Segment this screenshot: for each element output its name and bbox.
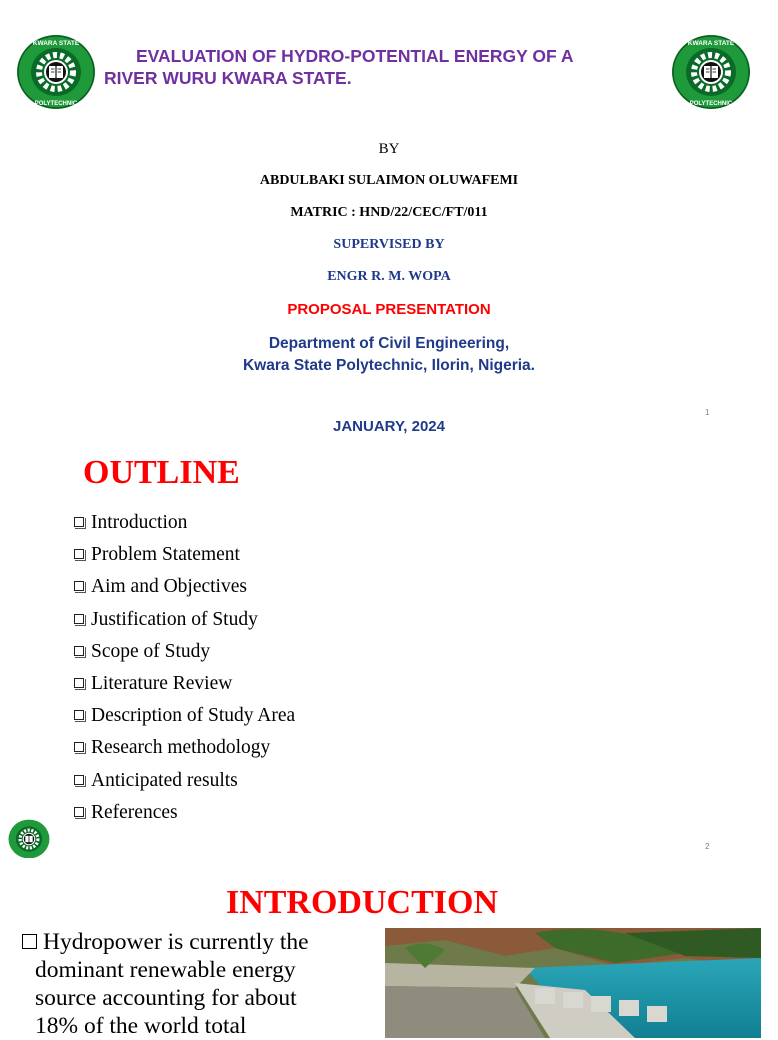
slide-number: 2 [705, 842, 710, 851]
outline-item-label: Scope of Study [91, 640, 211, 662]
square-bullet-icon [74, 807, 84, 817]
outline-item-label: Description of Study Area [91, 705, 296, 727]
list-item [74, 576, 295, 608]
list-item [74, 641, 295, 673]
outline-item-label: Introduction [91, 512, 188, 533]
slide-1-title [0, 0, 768, 435]
square-bullet-icon [74, 775, 84, 785]
by-label: BY [378, 141, 400, 157]
outline-heading: OUTLINE [83, 454, 240, 491]
presentation-date: JANUARY, 2024 [333, 418, 445, 435]
square-bullet-icon [74, 678, 84, 688]
paragraph-line: Hydropower is currently the [43, 929, 309, 955]
list-item [74, 737, 295, 769]
presentation-title [104, 45, 664, 89]
outline-list [74, 512, 295, 834]
dam-photo [385, 928, 761, 1038]
square-bullet-icon [74, 581, 84, 591]
supervisor-name: ENGR R. M. WOPA [327, 269, 451, 284]
list-item [74, 770, 295, 802]
polytechnic-seal-right [671, 34, 751, 110]
polytechnic-seal-small [8, 819, 50, 859]
introduction-paragraph [22, 928, 372, 1040]
square-bullet-icon [74, 710, 84, 720]
polytechnic-seal-left [16, 34, 96, 110]
seal-text-bottom: POLYTECHNIC [689, 101, 733, 107]
paragraph-line: 18% of the world total [35, 1013, 247, 1039]
list-item [74, 609, 295, 641]
square-bullet-icon [74, 517, 84, 527]
introduction-heading: INTRODUCTION [225, 884, 499, 921]
seal-text-top: KWARA STATE [687, 40, 735, 47]
outline-item-label: Research methodology [91, 737, 271, 759]
supervised-by-label: SUPERVISED BY [333, 237, 445, 252]
list-item [74, 802, 295, 834]
slide-2-outline [0, 436, 768, 854]
slide-number: 1 [705, 408, 710, 417]
list-item [74, 512, 295, 544]
square-bullet-icon [74, 742, 84, 752]
slide-3-introduction [0, 858, 768, 1039]
matric-number: MATRIC : HND/22/CEC/FT/011 [290, 205, 488, 220]
paragraph-line: source accounting for about [35, 985, 297, 1011]
list-item [74, 544, 295, 576]
square-bullet-icon [22, 934, 37, 949]
list-item [74, 705, 295, 737]
square-bullet-icon [74, 614, 84, 624]
square-bullet-icon [74, 549, 84, 559]
presentation-type: PROPOSAL PRESENTATION [287, 301, 491, 318]
department-line-2: Kwara State Polytechnic, Ilorin, Nigeria. [242, 357, 535, 374]
outline-item-label: Anticipated results [91, 769, 238, 791]
paragraph-line: dominant renewable energy [35, 957, 296, 983]
title-line-2: RIVER WURU KWARA STATE. [104, 68, 352, 88]
department-info [0, 333, 778, 377]
outline-item-label: References [91, 801, 178, 823]
department-line-1: Department of Civil Engineering, [268, 335, 510, 352]
outline-item-label: Justification of Study [91, 608, 258, 630]
seal-text-top: KWARA STATE [32, 40, 80, 47]
outline-item-label: Literature Review [91, 672, 233, 694]
author-name: ABDULBAKI SULAIMON OLUWAFEMI [259, 173, 519, 188]
outline-item-label: Problem Statement [91, 544, 240, 566]
seal-text-bottom: POLYTECHNIC [34, 101, 78, 107]
title-line-1: EVALUATION OF HYDRO-POTENTIAL ENERGY OF A [136, 46, 574, 66]
list-item [74, 673, 295, 705]
square-bullet-icon [74, 646, 84, 656]
outline-item-label: Aim and Objectives [91, 576, 247, 598]
